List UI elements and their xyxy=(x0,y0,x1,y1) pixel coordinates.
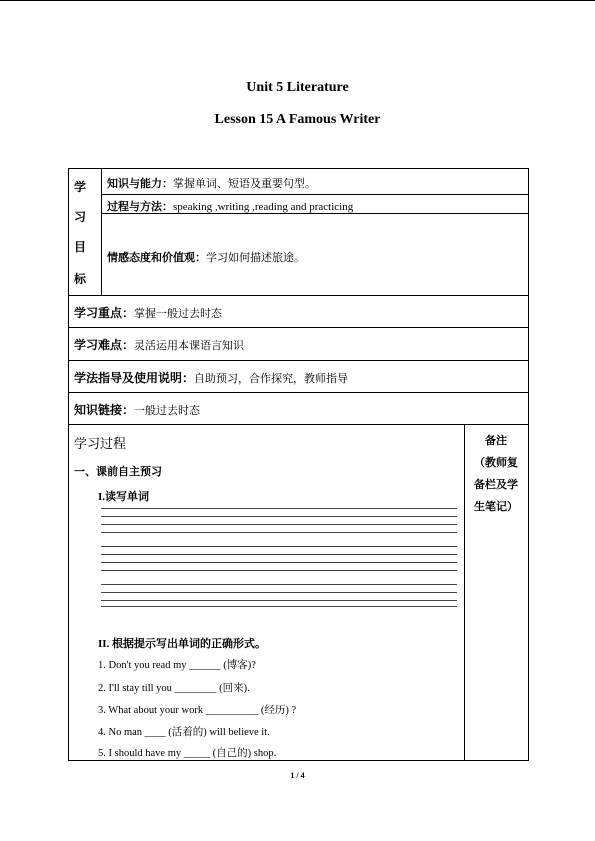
lesson-title: Lesson 15 A Famous Writer xyxy=(214,112,381,127)
question-item: 3. What about your work __________ (经历) ? xyxy=(98,705,297,716)
process-text: speaking ,writing ,reading and practicing xyxy=(173,201,354,213)
objective-side-char: 学 xyxy=(73,180,86,194)
attitude-row xyxy=(107,249,305,265)
guide-text: 自助预习，合作探究，教师指导 xyxy=(194,373,349,385)
difficulty-text: 灵活运用本课语言知识 xyxy=(134,340,245,352)
process-heading: 学习过程 xyxy=(74,437,127,452)
link-label: 知识链接： xyxy=(74,403,135,417)
question-item: 4. No man ____ (活着的) will believe it. xyxy=(98,727,270,738)
page-number: 1 / 4 xyxy=(290,771,305,780)
focus-label: 学习重点： xyxy=(74,306,135,320)
guide-row xyxy=(74,369,348,386)
attitude-label: 情感态度和价值观： xyxy=(107,251,206,264)
section-preview-heading: 一、课前自主预习 xyxy=(74,465,162,478)
difficulty-row xyxy=(74,336,244,353)
knowledge-text: 掌握单词、短语及重要句型。 xyxy=(173,178,316,190)
unit-title: Unit 5 Literature xyxy=(246,80,349,95)
notes-line: 生笔记） xyxy=(474,500,518,513)
knowledge-label: 知识与能力： xyxy=(107,177,173,190)
part-read-write-words: I.读写单词 xyxy=(98,491,150,503)
focus-text: 掌握一般过去时态 xyxy=(134,308,223,320)
notes-line: 备栏及学 xyxy=(474,478,518,491)
top-rule xyxy=(0,0,595,1)
notes-line: （教师复 xyxy=(474,456,518,469)
link-row xyxy=(74,401,200,418)
knowledge-row xyxy=(107,175,316,191)
objective-side-char: 标 xyxy=(73,272,86,286)
link-text: 一般过去时态 xyxy=(134,405,201,417)
process-row xyxy=(107,198,353,214)
question-item: 2. I'll stay till you ________ (回来). xyxy=(98,683,250,694)
question-item: 1. Don't you read my ______ (博客)? xyxy=(98,660,256,671)
difficulty-label: 学习难点： xyxy=(74,338,135,352)
question-item: 5. I should have my _____ (自己的) shop. xyxy=(98,748,277,759)
part-word-forms: II. 根据提示写出单词的正确形式。 xyxy=(98,638,267,650)
objective-side-char: 目 xyxy=(73,240,86,254)
attitude-text: 学习如何描述旅途。 xyxy=(206,252,305,264)
guide-label: 学法指导及使用说明： xyxy=(74,371,195,385)
objective-side-char: 习 xyxy=(73,210,86,224)
notes-heading: 备注 xyxy=(485,434,507,447)
process-label: 过程与方法： xyxy=(107,200,173,213)
focus-row xyxy=(74,304,222,321)
